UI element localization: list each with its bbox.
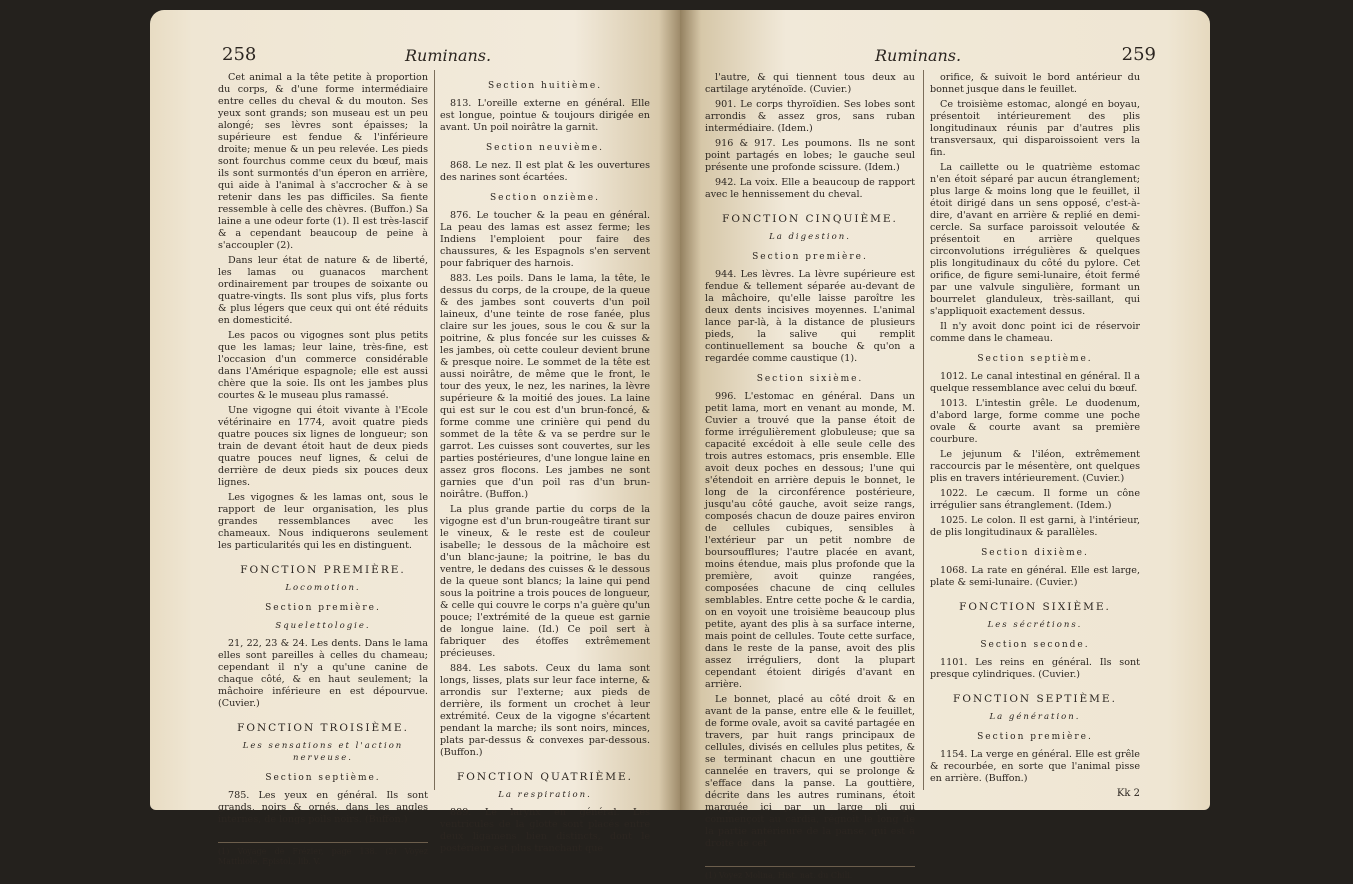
paragraph: Une vigogne qui étoit vivante à l'Ecole vétérinaire en 1774, avoit quatre pieds quatre pouces six lignes de longueur; son train de devant étoit haut de deux pieds quatre pouces neuf lignes, & celui de derrière de deux pieds six pouces deux lignes. — [218, 405, 428, 488]
fonction-heading: FONCTION CINQUIÈME. — [722, 213, 898, 225]
paragraph: 884. Les sabots. Ceux du lama sont longs, lisses, plats sur leur face interne, & arrondis sur l'externe; aux pieds de derrière, ils forment un crochet à leur extrémité. Ceux de la vigogne s'écartent pendant la marche; ils sont noirs, minces, plats par-dessus & convexes par-dessous. (Buffon.) — [440, 663, 650, 758]
paragraph: 1013. L'intestin grêle. Le duodenum, d'abord large, forme comme une poche ovale & courte avant sa première courbure. — [930, 398, 1140, 445]
paragraph: 1022. Le cæcum. Il forme un cône irrégulier sans étranglement. (Idem.) — [930, 488, 1140, 511]
section-heading: Section dixième. — [981, 548, 1089, 558]
paragraph: 996. L'estomac en général. Dans un petit lama, mort en venant au monde, M. Cuvier a trouvé que la panse étoit de forme irrégulièrement globuleuse; que sa capacité excédoit à elle seule celle des trois autres estomacs, pris ensemble. Elle avoit deux poches en dessous; l'une qui s'étendoit en arrière depuis le bonnet, le long de la circonférence postérieure, jusqu'au côté gauche, avoit seize rangs, composés chacun de douze paires environ de cellules cubiques, sensibles à l'extérieur par un petit nombre de boursoufflures; l'autre placée en avant, moins étendue, mais plus profonde que la première, avoit quinze rangées, composées chacune de cinq cellules semblables. Entre cette poche & le cardia, on en voyoit une troisième beaucoup plus petite, ayant des plis à sa surface interne, mais point de cellules. Toute cette surface, dans le reste de la panse, avoit des plis assez irréguliers, dont la plupart cependant étoient dirigés d'avant en arrière. — [705, 391, 915, 690]
left-column-2 — [440, 72, 650, 858]
paragraph: 813. L'oreille externe en général. Elle est longue, pointue & toujours dirigée en avant. Un poil noirâtre la garnit. — [440, 98, 650, 133]
paragraph: Le jejunum & l'iléon, extrêmement raccourcis par le mésentère, ont quelques plis en travers intérieurement. (Cuvier.) — [930, 449, 1140, 484]
section-heading: Section neuvième. — [485, 143, 605, 153]
footnote: (1) Voyez Molina, Hist. nat. du Chili. — [705, 866, 915, 881]
fonction-heading: FONCTION QUATRIÈME. — [456, 771, 634, 783]
paragraph: Les pacos ou vigognes sont plus petits que les lamas; leur laine, très-fine, est l'occasion d'un commerce considérable dans l'Amérique espagnole; elle est aussi chère que la soie. Ils ont les jambes plus courtes & le museau plus ramassé. — [218, 330, 428, 401]
open-book — [150, 10, 1210, 880]
page-number-left: 258 — [222, 44, 257, 65]
paragraph: 1154. La verge en général. Elle est grêle & recourbée, en sorte que l'animal pisse en arrière. (Buffon.) — [930, 749, 1140, 784]
fonction-subheading: La respiration. — [498, 790, 592, 800]
paragraph: 944. Les lèvres. La lèvre supérieure est fendue & tellement séparée au-devant de la mâchoire, qu'elle laisse paroître les deux dents incisives moyennes. L'animal lance par-là, à la distance de plusieurs pieds, la salive qui remplit continuellement sa bouche & qu'on a regardée comme caustique (1). — [705, 269, 915, 364]
fonction-heading: FONCTION SIXIÈME. — [959, 601, 1111, 613]
left-page — [150, 10, 680, 866]
section-heading: Section première. — [265, 603, 381, 613]
paragraph: 1101. Les reins en général. Ils sont presque cylindriques. (Cuvier.) — [930, 657, 1140, 680]
fonction-heading: FONCTION PREMIÈRE. — [240, 564, 406, 576]
paragraph: 889. Le larynx en général. Les ventricules de la glotte sont placés entre deux ligamens bien distincts, dont le postérieur est plus tranchant que — [440, 807, 650, 854]
paragraph: La caillette ou le quatrième estomac n'en étoit séparé par aucun étranglement; plus large & moins long que le feuillet, il étoit dirigé dans un sens opposé, c'est-à-dire, d'avant en arrière & replié en demi-cercle. Sa surface paroissoit veloutée & présentoit en arrière quelques circonvolutions irrégulières & quelques plis longitudinaux du côté du pylore. Cet orifice, de figure semi-lunaire, étoit fermé par une valvule singulière, formant un bourrelet glanduleux, très-saillant, qui s'appliquoit exactement dessus. — [930, 162, 1140, 317]
section-heading: Section onzième. — [490, 193, 600, 203]
paragraph: La plus grande partie du corps de la vigogne est d'un brun-rougeâtre tirant sur le vineux, & le reste est de couleur isabelle; le dessous de la mâchoire est d'un blanc-jaune; la poitrine, le bas du ventre, le dedans des cuisses & le dessous de la queue sont blancs; la laine qui pend sous la poitrine a trois pouces de longueur, & celle qui couvre le corps n'a guère qu'un pouce; l'extrémité de la queue est garnie de longue laine. (Id.) Ce poil sert à fabriquer des étoffes extrêmement précieuses. — [440, 504, 650, 659]
signature-mark: Kk 2 — [1116, 788, 1140, 799]
left-column-1 — [218, 72, 428, 870]
paragraph: 1012. Le canal intestinal en général. Il a quelque ressemblance avec celui du bœuf. — [930, 371, 1140, 394]
fonction-subheading: Les sécrétions. — [987, 620, 1083, 630]
running-head-right: Ruminans. — [875, 46, 962, 65]
section-heading: Section huitième. — [487, 81, 603, 91]
section-heading: Section sixième. — [756, 374, 864, 384]
paragraph: 1025. Le colon. Il est garni, à l'intérieur, de plis longitudinaux & parallèles. — [930, 515, 1140, 538]
paragraph: 876. Le toucher & la peau en général. La peau des lamas est assez ferme; les Indiens l'emploient pour faire des chaussures, & les Espagnols s'en servent pour fabriquer des harnois. — [440, 210, 650, 269]
paragraph: 901. Le corps thyroïdien. Ses lobes sont arrondis & assez gros, sans ruban intermédiaire. (Idem.) — [705, 99, 915, 134]
right-column-2 — [930, 72, 1140, 803]
paragraph: orifice, & suivoit le bord antérieur du bonnet jusque dans le feuillet. — [930, 72, 1140, 95]
paragraph: l'autre, & qui tiennent tous deux au cartilage aryténoïde. (Cuvier.) — [705, 72, 915, 95]
section-heading: Section septième. — [977, 354, 1093, 364]
paragraph: 21, 22, 23 & 24. Les dents. Dans le lama elles sont pareilles à celles du chameau; cependant il n'y a qu'une canine de chaque côté, & en haut seulement; la mâchoire inférieure en est dépourvue. (Cuvier.) — [218, 638, 428, 709]
fonction-heading: FONCTION SEPTIÈME. — [953, 693, 1117, 705]
section-subheading: Squelettologie. — [275, 621, 371, 631]
right-column-1 — [705, 72, 915, 884]
section-heading: Section première. — [977, 732, 1093, 742]
section-heading: Section seconde. — [980, 640, 1090, 650]
paragraph: Les vigognes & les lamas ont, sous le rapport de leur organisation, les plus grandes ressemblances avec les chameaux. Nous indiquerons seulement les particularités qui les en distinguent. — [218, 492, 428, 551]
column-rule-left — [434, 70, 435, 790]
paragraph: Le bonnet, placé au côté droit & en avant de la panse, entre elle & le feuillet, de forme ovale, avoit sa cavité partagée en travers, par huit rangs principaux de cellules, divisés en cellules plus petites, & se terminant chacun en une gouttière cannelée en travers, qui se prolonge & s'efface dans la panse. La gouttière, décrite dans les autres ruminans, étoit marquée ici par un large pli qui commençoit au cardia, régnoit le long de la partie antérieure de la panse, qui est à droite de cet — [705, 694, 915, 849]
paragraph: 1068. La rate en général. Elle est large, plate & semi-lunaire. (Cuvier.) — [930, 565, 1140, 588]
fonction-subheading: La génération. — [989, 712, 1081, 722]
column-rule-right — [923, 70, 924, 790]
section-heading: Section septième. — [265, 773, 381, 783]
paragraph: 785. Les yeux en général. Ils sont grands, noirs & ornés, dans les angles internes, de longs poils noirs. (Buffon.) — [218, 790, 428, 825]
section-heading: Section première. — [752, 252, 868, 262]
fonction-subheading: Les sensations et l'action nerveuse. — [242, 741, 404, 763]
paragraph: Cet animal a la tête petite à proportion du corps, & d'une forme intermédiaire entre celles du cheval & du mouton. Ses yeux sont grands; son museau est un peu alongé; ses lèvres sont épaisses; la supérieure est fendue & l'inférieure droite; menue & un peu relevée. Les pieds sont fourchus comme ceux du bœuf, mais ils sont surmontés d'un éperon en arrière, qui aide à l'animal à s'accrocher & à se retenir dans les pas difficiles. Sa fiente ressemble à celle des chèvres. (Buffon.) Sa laine a une odeur forte (1). Il est très-lascif & a cependant beaucoup de peine à s'accoupler (2). — [218, 72, 428, 251]
right-page — [680, 10, 1210, 880]
paragraph: 883. Les poils. Dans le lama, la tête, le dessus du corps, de la croupe, de la queue & des jambes sont couverts d'un poil laineux, d'une teinte de rose fanée, plus claire sur les joues, sous le cou & sur la poitrine, & plus foncée sur les cuisses & les jambes, où cette couleur devient brune & presque noire. Le sommet de la tête est aussi noirâtre, de même que le front, le tour des yeux, le nez, les narines, la lèvre supérieure & la moitié des joues. La laine qui est sur le cou est d'un brun-foncé, & forme comme une crinière qui pend du sommet de la tête & va se perdre sur le garrot. Les cuisses sont couvertes, sur les parties postérieures, d'une longue laine en assez gros flocons. Les jambes ne sont garnies que d'un poil ras d'un brun-noirâtre. (Buffon.) — [440, 273, 650, 500]
fonction-heading: FONCTION TROISIÈME. — [237, 722, 409, 734]
paragraph: 916 & 917. Les poumons. Ils ne sont point partagés en lobes; le gauche seul présente une profonde scissure. (Idem.) — [705, 138, 915, 173]
paragraph: Il n'y avoit donc point ici de réservoir comme dans le chameau. — [930, 321, 1140, 344]
footnote: (1) Voyage de Frézier, page 138. (2) Voyez Matthiole, Epistol., lib. V. — [218, 842, 428, 867]
running-head-left: Ruminans. — [405, 46, 492, 65]
fonction-subheading: Locomotion. — [285, 583, 361, 593]
paragraph: 868. Le nez. Il est plat & les ouvertures des narines sont écartées. — [440, 160, 650, 183]
paragraph: Dans leur état de nature & de liberté, les lamas ou guanacos marchent ordinairement par troupes de soixante ou quatre-vingts. Ils sont plus vifs, plus forts & plus légers que ceux qui ont été réduits en domesticité. — [218, 255, 428, 326]
paragraph: Ce troisième estomac, alongé en boyau, présentoit intérieurement des plis longitudinaux réunis par d'autres plis transversaux, qui disparoissoient vers la fin. — [930, 99, 1140, 158]
paragraph: 942. La voix. Elle a beaucoup de rapport avec le hennissement du cheval. — [705, 177, 915, 200]
page-number-right: 259 — [1121, 44, 1156, 65]
fonction-subheading: La digestion. — [769, 232, 851, 242]
